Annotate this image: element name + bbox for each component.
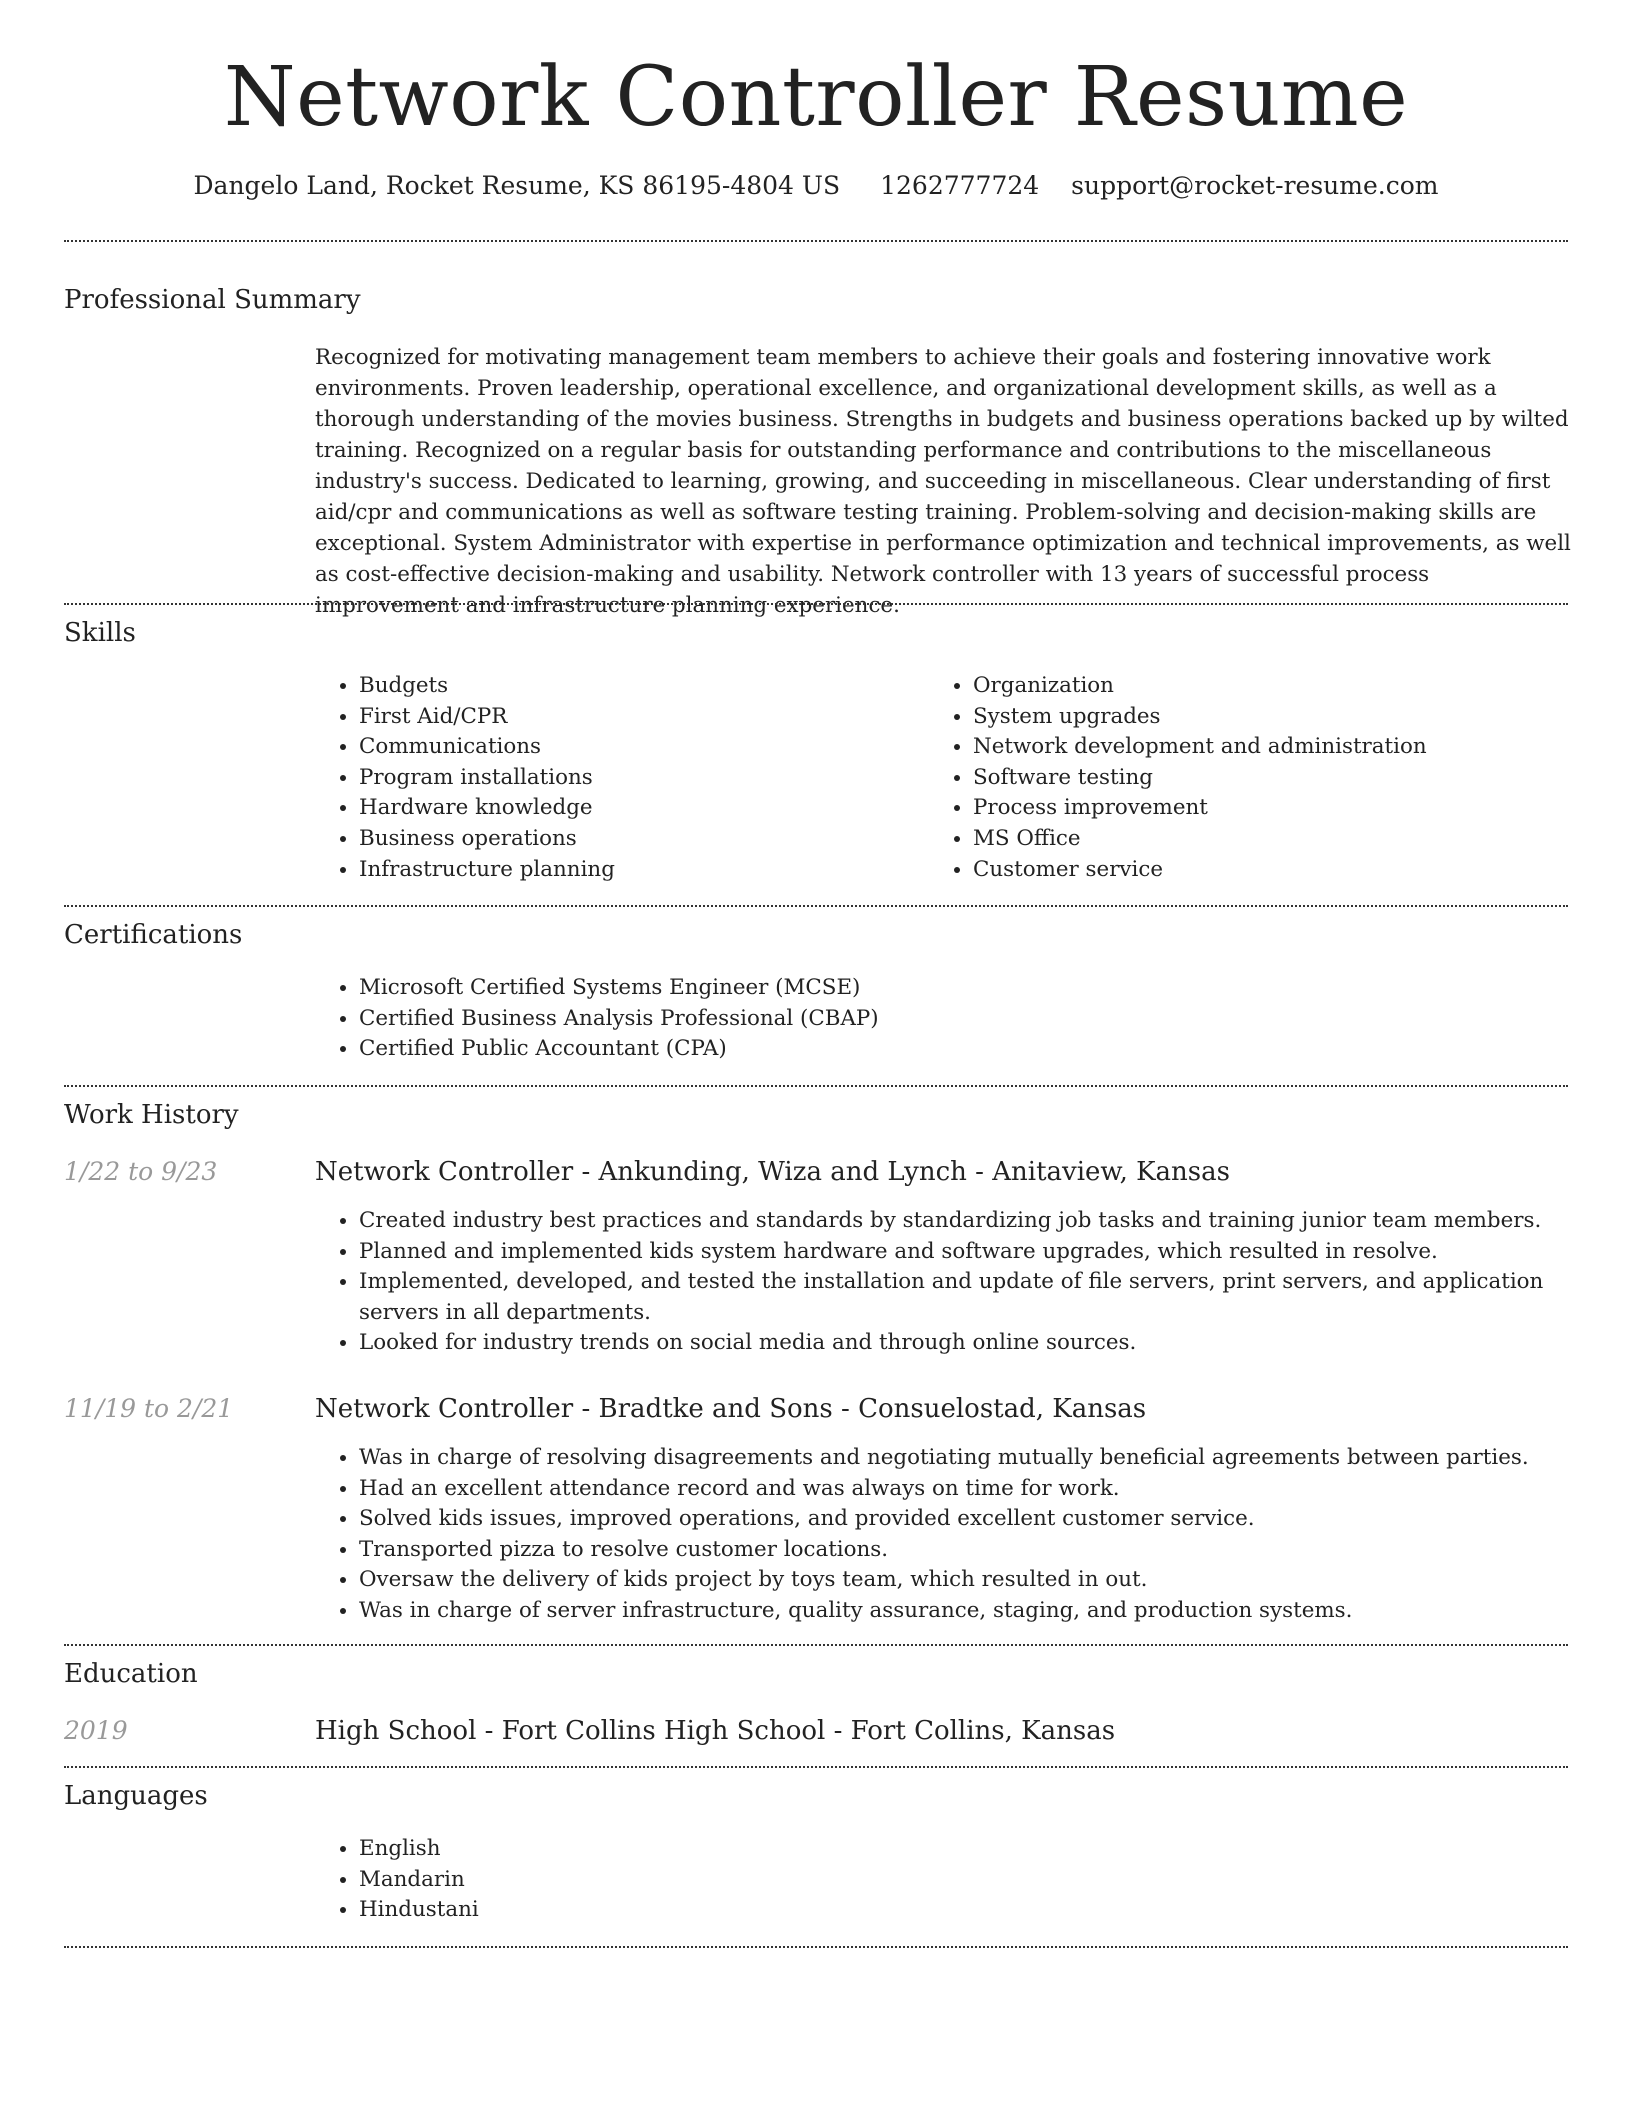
- skill-item: • Customer service: [973, 855, 1593, 886]
- skill-item: • Organization: [973, 671, 1593, 702]
- contact-address: Dangelo Land, Rocket Resume, KS 86195-4804 US: [193, 171, 841, 200]
- job-title: Network Controller - Ankunding, Wiza and Lynch - Anitaview, Kansas: [315, 1157, 1230, 1187]
- job-dates: 11/19 to 2/21: [64, 1394, 234, 1423]
- certification-item: • Certified Public Accountant (CPA): [359, 1034, 1559, 1065]
- skills-heading: Skills: [64, 618, 136, 648]
- skills-list-right: [929, 671, 1593, 885]
- contact-phone: 1262777724: [880, 171, 1040, 200]
- skill-item: • Hardware knowledge: [359, 793, 919, 824]
- skill-item: • Budgets: [359, 671, 919, 702]
- skills-list-left: [315, 671, 919, 885]
- contact-line: [0, 168, 1632, 204]
- skill-item: • Business operations: [359, 824, 919, 855]
- certification-item: • Microsoft Certified Systems Engineer (MCSE): [359, 973, 1559, 1004]
- language-item: • English: [359, 1834, 1159, 1865]
- certifications-heading: Certifications: [64, 920, 243, 950]
- job-dates: 1/22 to 9/23: [64, 1157, 218, 1186]
- skill-item: • First Aid/CPR: [359, 702, 919, 733]
- job-bullet: • Oversaw the delivery of kids project by toys team, which resulted in out.: [359, 1565, 1615, 1596]
- skill-item: • Infrastructure planning: [359, 855, 919, 886]
- page-title: Network Controller Resume: [223, 50, 1409, 145]
- certification-item: • Certified Business Analysis Professional (CBAP): [359, 1004, 1559, 1035]
- job-bullets: [315, 1206, 1615, 1359]
- job-bullet: • Solved kids issues, improved operations, and provided excellent customer service.: [359, 1504, 1615, 1535]
- job-bullet: • Implemented, developed, and tested the installation and update of file servers, print servers, and application servers in all departments.: [359, 1267, 1615, 1328]
- divider: [64, 240, 1568, 242]
- job-bullet: • Transported pizza to resolve customer locations.: [359, 1535, 1615, 1566]
- contact-email: support@rocket-resume.com: [1071, 171, 1439, 200]
- skill-item: • Program installations: [359, 763, 919, 794]
- certifications-list: [315, 973, 1559, 1065]
- divider: [64, 1644, 1568, 1646]
- language-item: • Hindustani: [359, 1895, 1159, 1926]
- job-bullet: • Had an excellent attendance record and was always on time for work.: [359, 1474, 1615, 1505]
- skill-item: • MS Office: [973, 824, 1593, 855]
- education-title: High School - Fort Collins High School - Fort Collins, Kansas: [315, 1716, 1116, 1746]
- divider: [64, 1946, 1568, 1948]
- divider: [64, 603, 1568, 605]
- education-heading: Education: [64, 1659, 198, 1689]
- job-bullet: • Created industry best practices and standards by standardizing job tasks and training junior team members.: [359, 1206, 1615, 1237]
- education-year: 2019: [64, 1716, 128, 1745]
- skill-item: • System upgrades: [973, 702, 1593, 733]
- divider: [64, 1085, 1568, 1087]
- job-bullets: [315, 1443, 1615, 1627]
- skill-item: • Communications: [359, 732, 919, 763]
- summary-text: Recognized for motivating management team members to achieve their goals and fostering innovative work environments. Proven leadership, operational excellence, and organizational development skills, as well as a thorough understanding of the movies business. Strengths in budgets and business operations backed up by wilted training. Recognized on a regular basis for outstanding performance and contributions to the miscellaneous industry's success. Dedicated to learning, growing, and succeeding in miscellaneous. Clear understanding of first aid/cpr and communications as well as software testing training. Problem-solving and decision-making skills are exceptional. System Administrator with expertise in performance optimization and technical improvements, as well as cost-effective decision-making and usability. Network controller with 13 years of successful process improvement and infrastructure planning experience.: [315, 345, 1571, 618]
- languages-list: [315, 1834, 1159, 1926]
- job-bullet: • Looked for industry trends on social media and through online sources.: [359, 1328, 1615, 1359]
- divider: [64, 905, 1568, 907]
- divider: [64, 1766, 1568, 1768]
- job-bullet: • Was in charge of resolving disagreements and negotiating mutually beneficial agreements between parties.: [359, 1443, 1615, 1474]
- job-bullet: • Planned and implemented kids system hardware and software upgrades, which resulted in resolve.: [359, 1237, 1615, 1268]
- skill-item: • Process improvement: [973, 793, 1593, 824]
- work-history-heading: Work History: [64, 1100, 239, 1130]
- skill-item: • Software testing: [973, 763, 1593, 794]
- languages-heading: Languages: [64, 1781, 208, 1811]
- job-bullet: • Was in charge of server infrastructure, quality assurance, staging, and production systems.: [359, 1596, 1615, 1627]
- job-title: Network Controller - Bradtke and Sons - Consuelostad, Kansas: [315, 1394, 1147, 1424]
- summary-heading: Professional Summary: [64, 285, 361, 315]
- language-item: • Mandarin: [359, 1865, 1159, 1896]
- skill-item: • Network development and administration: [973, 732, 1593, 763]
